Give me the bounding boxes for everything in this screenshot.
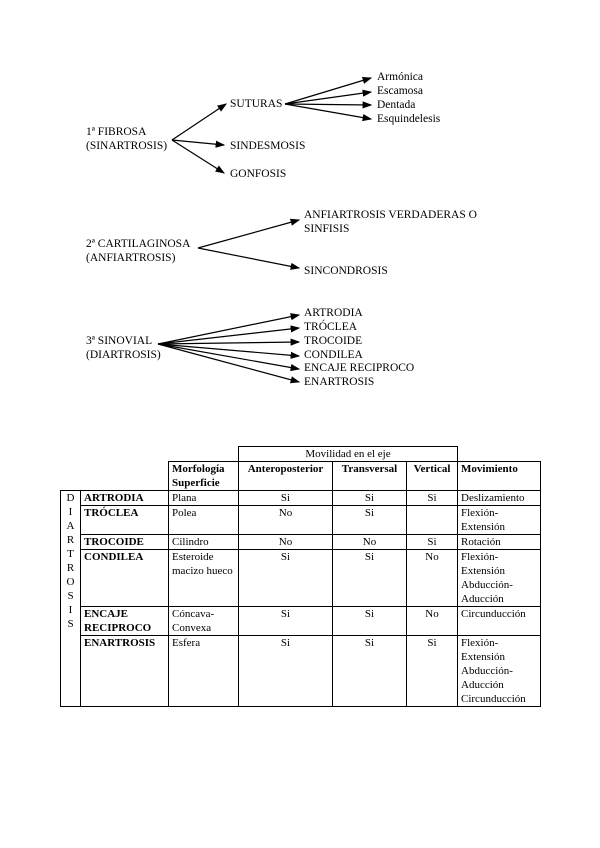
vertical-cell — [407, 506, 458, 535]
joint-name: ARTRODIA — [81, 491, 169, 506]
joint-name: ENCAJE RECIPROCO — [81, 607, 169, 636]
arrow-to-dentada — [285, 104, 371, 105]
vertical-cell: No — [407, 550, 458, 607]
movimiento-cell: Deslizamiento — [458, 491, 541, 506]
morfologia-cell: Esteroide macizo hueco — [169, 550, 239, 607]
side-letter: R — [66, 534, 75, 546]
arrow-to-esquindelesis — [285, 104, 371, 119]
cartilaginosa-label — [86, 238, 190, 265]
anteroposterior-cell: Si — [239, 550, 333, 607]
side-letter: A — [66, 520, 75, 532]
transversal-header: Transversal — [333, 462, 407, 491]
arrow-to-artrodia — [158, 315, 299, 344]
sutura-type: Armónica — [377, 71, 423, 83]
movimiento-cell: Flexión-Extensión Abducción-Aducción Circunducción — [458, 636, 541, 707]
diartrosis-side-label — [61, 491, 81, 707]
arrow-to-suturas — [172, 104, 226, 140]
table-row — [61, 636, 541, 707]
joint-name: CONDILEA — [81, 550, 169, 607]
side-letter: D — [66, 492, 75, 504]
fibrosa-subtitle: (SINARTROSIS) — [86, 139, 168, 152]
sincondrosis-label: SINCONDROSIS — [304, 265, 388, 277]
arrow-to-sincondrosis — [198, 248, 299, 268]
morfologia-header: Morfología Superficie — [169, 462, 239, 491]
arrow-to-trocoide — [158, 342, 299, 344]
anteroposterior-cell: No — [239, 535, 333, 550]
cartilaginosa-subtitle: (ANFIARTROSIS) — [86, 251, 176, 264]
side-letter: R — [66, 562, 75, 574]
arrow-to-anfiartrosis — [198, 220, 299, 248]
fibrosa-label — [86, 126, 167, 153]
arrow-to-escamosa — [285, 92, 371, 104]
morfologia-cell: Esfera — [169, 636, 239, 707]
sutura-type: Escamosa — [377, 85, 423, 97]
vertical-cell: Si — [407, 491, 458, 506]
table-row — [61, 535, 541, 550]
movimiento-cell: Rotación — [458, 535, 541, 550]
cartilaginosa-title: 2ª CARTILAGINOSA — [86, 238, 191, 250]
table-row — [61, 491, 541, 506]
table-row — [61, 607, 541, 636]
vertical-cell: No — [407, 607, 458, 636]
transversal-cell: Si — [333, 636, 407, 707]
suturas-label: SUTURAS — [230, 98, 283, 110]
sinovial-label — [86, 335, 161, 362]
sinovial-subtitle: (DIARTROSIS) — [86, 348, 161, 361]
sinovial-type: CONDILEA — [304, 349, 363, 361]
side-letter: T — [67, 548, 74, 560]
vertical-cell: Si — [407, 636, 458, 707]
transversal-cell: Si — [333, 607, 407, 636]
morfologia-cell: Plana — [169, 491, 239, 506]
side-letter: S — [67, 618, 74, 630]
sutura-type: Esquindelesis — [377, 113, 441, 125]
movimiento-cell: Flexión-Extensión Abducción-Aducción — [458, 550, 541, 607]
side-letter: O — [66, 576, 75, 588]
gonfosis-label: GONFOSIS — [230, 168, 287, 180]
transversal-cell: Si — [333, 550, 407, 607]
table-row — [61, 550, 541, 607]
anteroposterior-cell: Si — [239, 636, 333, 707]
vertical-cell: Si — [407, 535, 458, 550]
arrow-to-gonfosis — [172, 140, 224, 173]
arrow-to-armonica — [285, 78, 371, 104]
sinovial-title: 3ª SINOVIAL — [86, 335, 153, 347]
sinovial-type: TRÓCLEA — [304, 321, 358, 333]
morfologia-cell: Cilindro — [169, 535, 239, 550]
anfiartrosis-line1: ANFIARTROSIS VERDADERAS O — [304, 209, 477, 221]
joint-name: TRÓCLEA — [81, 506, 169, 535]
morfologia-cell: Polea — [169, 506, 239, 535]
table-row — [61, 506, 541, 535]
anteroposterior-cell: No — [239, 506, 333, 535]
anteroposterior-cell: Si — [239, 491, 333, 506]
sinovial-type: ENCAJE RECIPROCO — [304, 362, 415, 374]
morfologia-cell: Cóncava-Convexa — [169, 607, 239, 636]
movilidad-header: Movilidad en el eje — [239, 447, 458, 462]
arrow-to-encaje — [158, 344, 299, 369]
sinovial-type: TROCOIDE — [304, 335, 363, 347]
side-letter: I — [68, 604, 73, 616]
sutura-type: Dentada — [377, 99, 416, 111]
sinovial-type: ARTRODIA — [304, 307, 363, 319]
joint-name: ENARTROSIS — [81, 636, 169, 707]
anteroposterior-cell: Si — [239, 607, 333, 636]
anfiartrosis-line2: SINFISIS — [304, 222, 350, 235]
sindesmosis-label: SINDESMOSIS — [230, 140, 306, 152]
fibrosa-title: 1ª FIBROSA — [86, 126, 147, 138]
diartrosis-table — [60, 446, 541, 707]
joint-name: TROCOIDE — [81, 535, 169, 550]
vertical-header: Vertical — [407, 462, 458, 491]
transversal-cell: Si — [333, 491, 407, 506]
transversal-cell: Si — [333, 506, 407, 535]
movimiento-cell: Circunducción — [458, 607, 541, 636]
movimiento-cell: Flexión-Extensión — [458, 506, 541, 535]
movimiento-header: Movimiento — [458, 462, 541, 491]
side-letter: I — [68, 506, 73, 518]
arrow-to-troclea — [158, 328, 299, 344]
anfiartrosis-label — [304, 209, 477, 236]
side-letter: S — [67, 590, 74, 602]
transversal-cell: No — [333, 535, 407, 550]
sinovial-type: ENARTROSIS — [304, 376, 375, 388]
anteroposterior-header: Anteroposterior — [239, 462, 333, 491]
